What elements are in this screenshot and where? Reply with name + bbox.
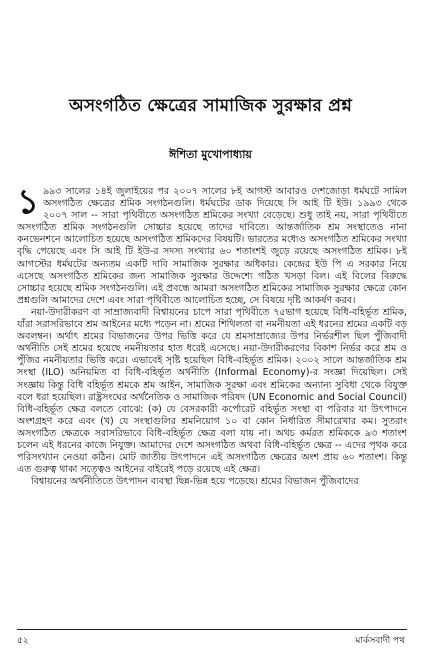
paragraph-3: বিশ্বায়নের অর্থনীতিতে উৎপাদন ব্যবস্থা ছিন্ন-ভিন্ন হয়ে পড়েছে। শ্রমের বিভাজন পুঁজিবাদের [31,476,359,488]
article-title: অসংগঠিত ক্ষেত্রের সামাজিক সুরক্ষার প্রশ্ন [68,96,353,116]
paragraph-1-text: ৯৯৩ সালের ১৪ই জুলাইয়ের পর ২০০৭ সালের ৮ই আগস্ট আবারও দেশজোড়া ধর্মঘটে সামিল অসংগঠিত ক্ষেত্রের শ্রমিক সংগঠনগুলি। ধর্মঘটের ডাক দিয়েছে সি আই টি ইউ। ১৯৯৩ থেকে ২০০৭ সাল -- সারা পৃথিবীতে অসংগঠিত শ্রমিকের সংখ্যা বেড়েছে। শুধু তাই নয়, সারা পৃথিবীতে অসংগঠিত শ্রমিক সংগঠনগুলি সোচ্চার হয়েছে তাদের দাবিতে। আন্তর্জাতিক শ্রম সংস্থাতেও নানা কনভেনশনে আলোচিত হয়েছে অসংগঠিত শ্রমিকদের বিষয়টি। ভারতের মধ্যেও অসংগঠিত শ্রমিকের সংখ্যা বৃদ্ধি পেয়েছে এবং সি আই টি ইউ-র সদস্য সংখ্যার ৬০ শতাংশই জুড়ে রয়েছে অসংগঠিত শ্রমিক। ৮ই আগস্টের ধর্মঘটের অন্যতম একটি দাবি সামাজিক সুরক্ষার অধিকার। কেন্দ্রের ইউ পি এ সরকার নিয়ে এসেছে অসংগঠিত শ্রমিকের জন্য সামাজিক সুরক্ষার উদ্দেশ্যে গঠিত খসড়া বিল। এই বিলের বিরুদ্ধে সোচ্চার হয়েছে শ্রমিক সংগঠনগুলি। এই প্রবন্ধে আমরা অসংগঠিত শ্রমিকের সামাজিক সুরক্ষার ক্ষেত্রে কোন প্রশ্নগুলি আমাদের দেশে এবং সারা পৃথিবীতে আলোচিত হচ্ছে, সে বিষয়ে দৃষ্টি আকর্ষণ করব। [17,186,407,306]
paragraph-1 [17,186,407,307]
article-body [17,186,407,623]
running-head: মার্কসবাদী পথ [355,636,405,646]
drop-cap: ১ [17,186,40,222]
author-name: ঈশিতা মুখোপাধ্যায় [169,148,252,161]
footer-rule [17,629,407,630]
paragraph-2: নয়া-উদারীকরণ বা সাম্রাজ্যবাদী বিশ্বায়নের চাপে সারা পৃথিবীতে ৭৫ভাগ হয়েছে বিধি-বহির্ভূত শ্রমিক, যাঁরা সরাসরিভাবে শ্রম আইনের মধ্যে পড়েন না। শ্রমের শিথিলতা বা নমনীয়তা এই ধরনের শ্রমের একটি বড় অবলম্বন। অর্থাৎ শ্রমের বিভাজনের উপর ভিত্তি করে যে শ্রমসাম্রাজ্যের উপর নির্ভরশীল ছিল পুঁজিবাদী অর্থনীতি সেই শ্রমের হয়েছে নমনীয়তার হাত ধরেই এসেছে। নয়া-উদারীকরণের বিকাশ নির্ভর করে শ্রম ও পুঁজির নমনীয়তার ভিত্তি করে। এভাবেই সৃষ্টি হয়েছিল বিধি-বহির্ভূত শ্রমিক। ২০০২ সালে আন্তর্জাতিক শ্রম সংস্থা (ILO) অনিয়মিত বা বিধি-বহির্ভূত অর্থনীতি (Informal Economy)-র সংজ্ঞা দিয়েছিল। সেই সংজ্ঞায় কিন্তু বিধি বহির্ভূত শ্রমকে শ্রম আইন, সামাজিক সুরক্ষা এবং শ্রমিকের অন্যান্য সুবিধা থেকে বিযুক্ত বলে ধরা হয়েছিল। রাষ্ট্রসংঘের অর্থনৈতিক ও সামাজিক পরিষদ (UN Economic and Social Council) বিধি-বহির্ভূত ক্ষেত্র বলতে বোঝে: (ক) যে বেসরকারী কর্পোরেট বহির্ভূত সংস্থা বা পরিবার যা উৎপাদনে অংশগ্রহণ করে এবং (খ) যে সংস্থাগুলির শ্রমনিয়োগ ১০ বা কোন নির্ধারিত সীমারেখার কম। সুতরাং অসংগঠিত ক্ষেত্রকে সরাসরিভাবে বিধি-বহির্ভূত ক্ষেত্র বলা যায় না। অথচ কর্মরত শ্রমিককে ৯৩ শতাংশ চলেন এই ধরনের কাজে নিযুক্ত। আমাদের দেশে অসংগঠিত অথবা বিধি-বহির্ভূত ক্ষেত্র -- এদের পৃথক করে পরিসংখ্যান নেওয়া কঠিন। মোট জাতীয় উৎপাদনে এই অসংগঠিত ক্ষেত্রের অংশ প্রায় ৬০ শতাংশ। কিন্তু এত গুরুত্ব থাকা সত্ত্বেও আইনের বাইরেই পড়ে রয়েছে এই ক্ষেত্র। [17,306,407,476]
page-number: ৫২ [17,636,29,646]
